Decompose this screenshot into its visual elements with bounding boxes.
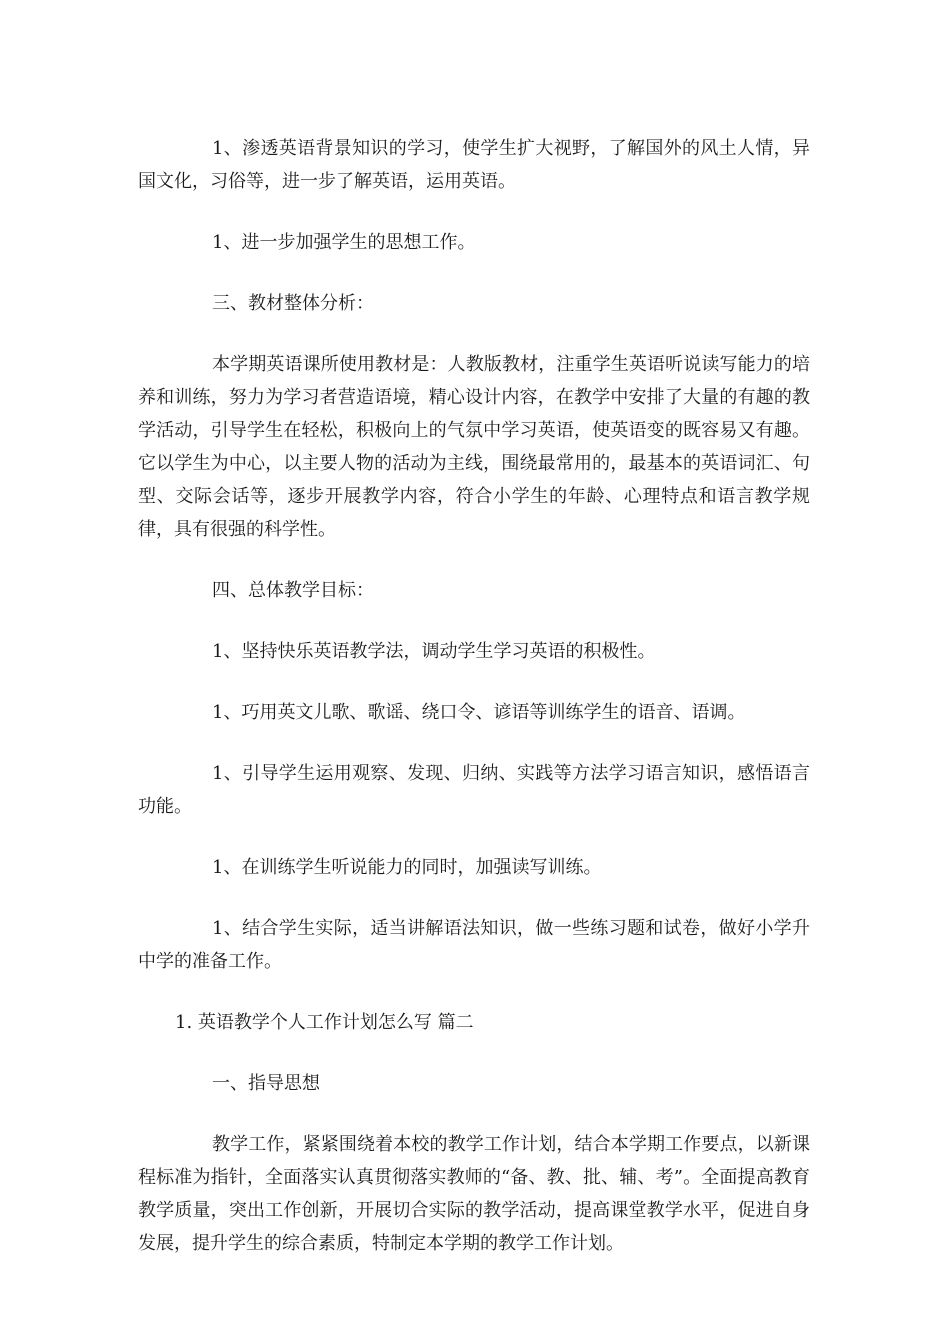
paragraph-goal-happy-english: 1、坚持快乐英语教学法，调动学生学习英语的积极性。: [212, 641, 656, 662]
paragraph-ideological-work: 1、进一步加强学生的思想工作。: [212, 232, 476, 253]
paragraph-goal-songs: 1、巧用英文儿歌、歌谣、绕口令、谚语等训练学生的语音、语调。: [212, 702, 746, 723]
heading-guiding-thought: 一、指导思想: [212, 1073, 320, 1094]
heading-teaching-goals: 四、总体教学目标：: [212, 580, 374, 601]
paragraph-goal-reading-writing: 1、在训练学生听说能力的同时，加强读写训练。: [212, 857, 602, 878]
paragraph-background-knowledge: 1、渗透英语背景知识的学习，使学生扩大视野，了解国外的风土人情，异国文化，习俗等，进一步了解英语，运用英语。: [138, 138, 810, 192]
paragraph-textbook-description: 本学期英语课所使用教材是：人教版教材，注重学生英语听说读写能力的培养和训练，努力为学习者营造语境，精心设计内容，在教学中安排了大量的有趣的教学活动，引导学生在轻松，积极向上的气氛中学习英语，使英语变的既容易又有趣。它以学生为中心，以主要人物的活动为主线，围绕最常用的，最基本的英语词汇、句型、交际会话等，逐步开展教学内容，符合小学生的年龄、心理特点和语言教学规律，具有很强的科学性。: [138, 354, 810, 540]
section-title-part-two: 1. 英语教学个人工作计划怎么写 篇二: [175, 1012, 474, 1033]
paragraph-guiding-thought: 教学工作，紧紧围绕着本校的教学工作计划，结合本学期工作要点，以新课程标准为指针，全面落实认真贯彻落实教师的“备、教、批、辅、考”。全面提高教育教学质量，突出工作创新，开展切合实际的教学活动，提高课堂教学水平，促进自身发展，提升学生的综合素质，特制定本学期的教学工作计划。: [138, 1134, 810, 1254]
heading-textbook-analysis: 三、教材整体分析：: [212, 293, 374, 314]
document-page: [138, 132, 810, 1288]
paragraph-goal-observation: 1、引导学生运用观察、发现、归纳、实践等方法学习语言知识，感悟语言功能。: [138, 763, 810, 817]
paragraph-goal-grammar: 1、结合学生实际，适当讲解语法知识，做一些练习题和试卷，做好小学升中学的准备工作。: [138, 918, 810, 972]
